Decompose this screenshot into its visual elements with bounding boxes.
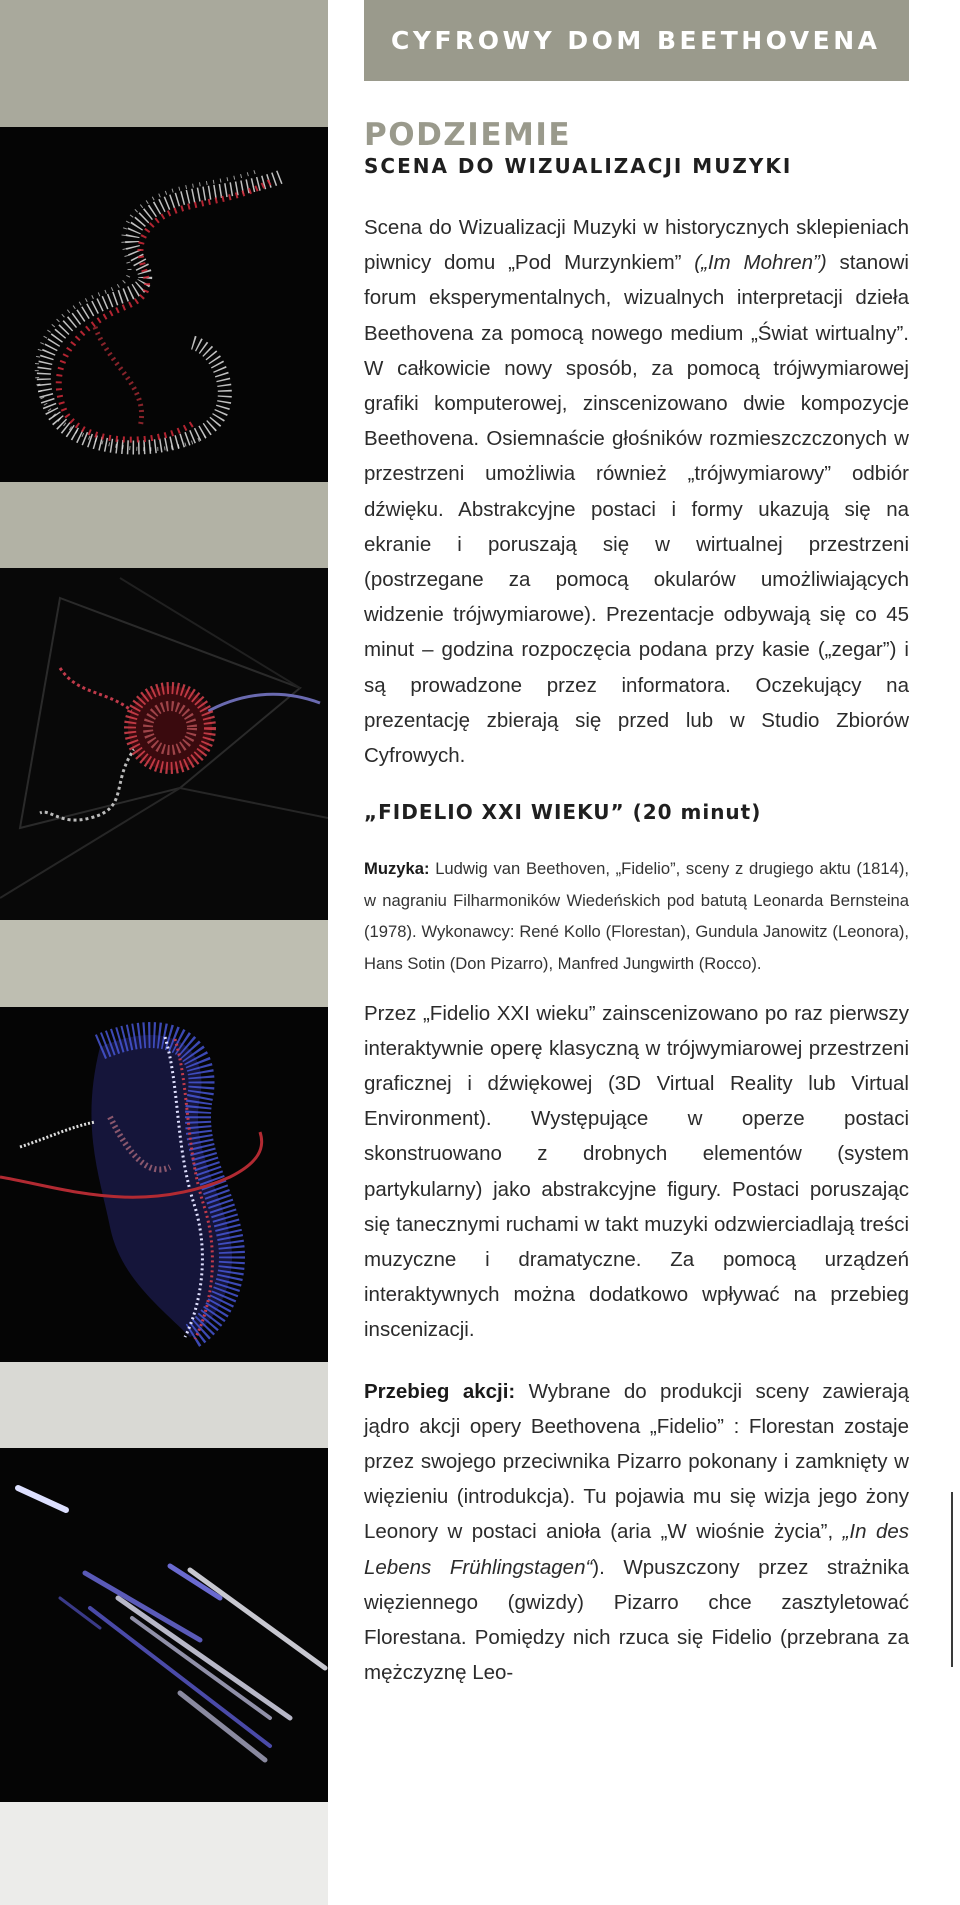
- image-column: [0, 0, 328, 1905]
- page-edge-mark: [951, 1492, 953, 1667]
- visualization-image-rods: [0, 1448, 328, 1802]
- fidelio-paragraph: Przez „Fidelio XXI wieku” zainscenizowano po raz pierwszy interaktywnie operę klasyczną w trójwymiarowej przestrzeni graficznej i dźwiękowej (3D Virtual Reality lub Virtual Environment). Występujące w operze postaci skonstruowano z drobnych elementów (system partykularny) jako abstrakcyjne figury. Postaci poruszając się tanecznymi ruchami w takt muzyki odzwierciadlają treści muzyczne i dramatyczne. Za pomocą urządzeń interaktywnych można dodatkowo wpływać na przebieg inscenizacji.: [364, 1001, 909, 1342]
- action-italic-title: „In des Lebens Frühlingstagen“: [364, 1520, 909, 1579]
- header-bar: [364, 0, 909, 81]
- visualization-image-sphere: [0, 568, 328, 920]
- band-2: [0, 482, 328, 568]
- intro-paragraph: [364, 210, 909, 773]
- action-paragraph: [364, 1374, 909, 1691]
- band-4: [0, 1362, 328, 1448]
- credits-label: Muzyka:: [364, 859, 430, 879]
- fidelio-heading: „FIDELIO XXI WIEKU” (20 minut): [364, 800, 762, 825]
- action-text-rest: ). Wpuszczony przez strażnika więziennego (gwizdy) Pizarro chce zasztyletować Florestana. Pomiędzy nich rzuca się Fidelio (przebrana za mężczyznę Leo-: [364, 1555, 909, 1685]
- band-top: [0, 0, 328, 127]
- section-subtitle: SCENA DO WIZUALIZACJI MUZYKI: [364, 154, 793, 178]
- action-text-start: Wybrane do produkcji sceny zawierają jądro akcji opery Beethovena „Fidelio” : Florestan zostaje przez swojego przeciwnika Pizarro pokonany i zamknięty w więzieniu (introdukcja). Tu pojawia mu się wizja jego żony Leonory w postaci anioła (aria „W wiośnie życia”,: [364, 1379, 909, 1544]
- band-3: [0, 920, 328, 1007]
- action-label: Przebieg akcji:: [364, 1379, 516, 1403]
- music-credits: [364, 853, 909, 979]
- header-title: CYFROWY DOM BEETHOVENA: [391, 26, 881, 55]
- band-bottom: [0, 1802, 328, 1905]
- visualization-image-figure: [0, 1007, 328, 1362]
- intro-text-rest: stanowi forum eksperymentalnych, wizualnych interpretacji dzieła Beethovena za pomocą nowego medium „Świat wirtualny”. W całkowicie nowy sposób, za pomocą trójwymiarowej grafiki komputerowej, zinscenizowano dwie kompozycje Beethovena. Osiemnaście głośników rozmieszczczonych w przestrzeni umożliwia również „trójwymiarowy” odbiór dźwięku. Abstrakcyjne postaci i formy ukazują się na ekranie i poruszają się w wirtualnej przestrzeni (postrzegane za pomocą okularów umożliwiających widzenie trójwymiarowe). Prezentacje odbywają się co 45 minut – godzina rozpoczęcia podana przy kasie („zegar”) i są prowadzone przez informatora. Oczekujący na prezentację zbierają się przed lub w Studio Zbiorów Cyfrowych.: [364, 251, 909, 768]
- visualization-image-spiral: [0, 127, 328, 482]
- section-title: PODZIEMIE: [364, 117, 572, 153]
- intro-text-start: Scena do Wizualizacji Muzyki w historycznych sklepieniach piwnicy domu „Pod Murzynkiem”: [364, 216, 909, 275]
- text-column: [364, 118, 909, 1690]
- intro-italic-name: („Im Mohren”): [694, 251, 827, 275]
- credits-text: Ludwig van Beethoven, „Fidelio”, sceny z drugiego aktu (1814), w nagraniu Filharmoników Wiedeńskich pod batutą Leonarda Bernsteina (1978). Wykonawcy: René Kollo (Florestan), Gundula Janowitz (Leonora), Hans Sotin (Don Pizarro), Manfred Jungwirth (Rocco).: [364, 859, 909, 974]
